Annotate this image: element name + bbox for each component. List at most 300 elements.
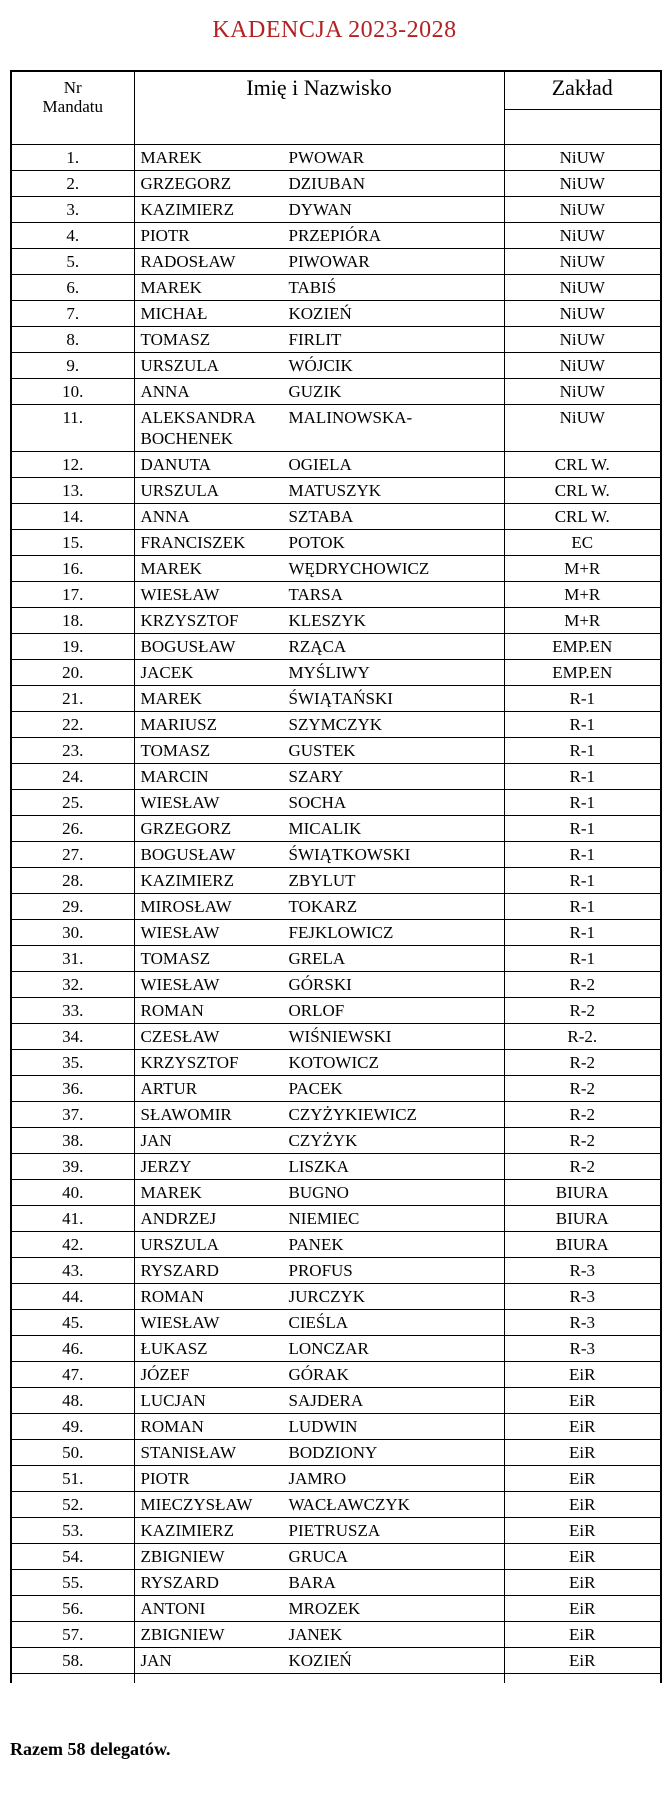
mandate-number: 39. xyxy=(11,1154,134,1180)
mandate-number: 3. xyxy=(11,197,134,223)
department-code: NiUW xyxy=(504,301,661,327)
table-row xyxy=(11,1154,661,1180)
department-code: R-2 xyxy=(504,1154,661,1180)
mandate-number: 44. xyxy=(11,1284,134,1310)
first-name: WIESŁAW xyxy=(140,793,220,812)
header-nr-mandatu xyxy=(11,71,134,145)
delegate-name xyxy=(134,1154,504,1180)
last-name: GÓRSKI xyxy=(288,975,352,994)
first-name: ZBIGNIEW xyxy=(140,1547,225,1566)
table-row xyxy=(11,1206,661,1232)
last-name: MROZEK xyxy=(288,1599,361,1618)
last-name: MATUSZYK xyxy=(288,481,382,500)
mandate-number: 19. xyxy=(11,634,134,660)
mandate-number: 42. xyxy=(11,1232,134,1258)
first-name: STANISŁAW xyxy=(140,1443,236,1462)
last-name: FEJKLOWICZ xyxy=(288,923,394,942)
department-code: BIURA xyxy=(504,1232,661,1258)
department-code: R-1 xyxy=(504,738,661,764)
last-name: ZBYLUT xyxy=(288,871,356,890)
first-name: GRZEGORZ xyxy=(140,174,232,193)
first-name: WIESŁAW xyxy=(140,585,220,604)
mandate-number: 20. xyxy=(11,660,134,686)
delegate-name xyxy=(134,972,504,998)
mandate-number: 25. xyxy=(11,790,134,816)
first-name: TOMASZ xyxy=(140,741,211,760)
first-name: KAZIMIERZ xyxy=(140,200,234,219)
table-row xyxy=(11,946,661,972)
mandate-number: 21. xyxy=(11,686,134,712)
delegate-name xyxy=(134,379,504,405)
first-name: PIOTR xyxy=(140,1469,190,1488)
delegate-name xyxy=(134,686,504,712)
table-row xyxy=(11,712,661,738)
mandate-number: 34. xyxy=(11,1024,134,1050)
first-name: JÓZEF xyxy=(140,1365,190,1384)
delegate-name xyxy=(134,197,504,223)
last-name: FIRLIT xyxy=(288,330,342,349)
department-code: R-1 xyxy=(504,686,661,712)
table-row xyxy=(11,1362,661,1388)
department-code: R-1 xyxy=(504,920,661,946)
last-name: TARSA xyxy=(288,585,343,604)
department-code: CRL W. xyxy=(504,504,661,530)
table-row xyxy=(11,972,661,998)
mandate-number: 11. xyxy=(11,405,134,452)
delegates-table xyxy=(10,70,662,1683)
first-name: RYSZARD xyxy=(140,1573,219,1592)
first-name: KAZIMIERZ xyxy=(140,1521,234,1540)
mandate-number: 14. xyxy=(11,504,134,530)
table-row xyxy=(11,1232,661,1258)
delegate-name xyxy=(134,452,504,478)
mandate-number: 6. xyxy=(11,275,134,301)
first-name: ANNA xyxy=(140,382,190,401)
first-name: MARCIN xyxy=(140,767,209,786)
table-row xyxy=(11,223,661,249)
department-code: NiUW xyxy=(504,145,661,171)
department-code: NiUW xyxy=(504,275,661,301)
first-name: GRZEGORZ xyxy=(140,819,232,838)
delegate-name xyxy=(134,1206,504,1232)
mandate-number: 12. xyxy=(11,452,134,478)
mandate-number: 41. xyxy=(11,1206,134,1232)
first-name: ANTONI xyxy=(140,1599,206,1618)
last-name: RZĄCA xyxy=(288,637,347,656)
department-code: EiR xyxy=(504,1440,661,1466)
first-name: MARIUSZ xyxy=(140,715,218,734)
mandate-number: 22. xyxy=(11,712,134,738)
first-name: BOGUSŁAW xyxy=(140,637,236,656)
first-name: KRZYSZTOF xyxy=(140,1053,239,1072)
department-code: EiR xyxy=(504,1466,661,1492)
table-row xyxy=(11,1414,661,1440)
mandate-number: 9. xyxy=(11,353,134,379)
table-row xyxy=(11,379,661,405)
department-code: EiR xyxy=(504,1414,661,1440)
delegate-name xyxy=(134,1362,504,1388)
mandate-number: 27. xyxy=(11,842,134,868)
table-header xyxy=(11,71,661,145)
table-row xyxy=(11,1128,661,1154)
table-row xyxy=(11,1050,661,1076)
mandate-number: 40. xyxy=(11,1180,134,1206)
delegate-name xyxy=(134,249,504,275)
table-row xyxy=(11,1440,661,1466)
last-name: WÓJCIK xyxy=(288,356,353,375)
department-code: M+R xyxy=(504,582,661,608)
last-name: TOKARZ xyxy=(288,897,358,916)
mandate-number: 23. xyxy=(11,738,134,764)
table-row xyxy=(11,1596,661,1622)
first-name: MAREK xyxy=(140,689,202,708)
delegate-name xyxy=(134,1024,504,1050)
first-name: URSZULA xyxy=(140,1235,219,1254)
department-code: NiUW xyxy=(504,353,661,379)
mandate-number: 51. xyxy=(11,1466,134,1492)
table-row xyxy=(11,556,661,582)
last-name: TABIŚ xyxy=(288,278,337,297)
department-code: EiR xyxy=(504,1622,661,1648)
last-name: MYŚLIWY xyxy=(288,663,370,682)
first-name: MIROSŁAW xyxy=(140,897,232,916)
last-name: JAMRO xyxy=(288,1469,347,1488)
table-row xyxy=(11,504,661,530)
department-code: CRL W. xyxy=(504,478,661,504)
department-code: R-1 xyxy=(504,946,661,972)
last-name: PWOWAR xyxy=(288,148,365,167)
last-name: KLESZYK xyxy=(288,611,366,630)
delegate-name xyxy=(134,1336,504,1362)
table-row xyxy=(11,634,661,660)
first-name: ŁUKASZ xyxy=(140,1339,208,1358)
header-zaklad-subcell xyxy=(504,110,661,145)
mandate-number: 8. xyxy=(11,327,134,353)
last-name: WIŚNIEWSKI xyxy=(288,1027,392,1046)
department-code: EiR xyxy=(504,1362,661,1388)
last-name: SAJDERA xyxy=(288,1391,364,1410)
first-name: KRZYSZTOF xyxy=(140,611,239,630)
table-row xyxy=(11,1492,661,1518)
first-name: DANUTA xyxy=(140,455,211,474)
last-name: PACEK xyxy=(288,1079,343,1098)
last-name: PRZEPIÓRA xyxy=(288,226,382,245)
mandate-number: 1. xyxy=(11,145,134,171)
department-code: EiR xyxy=(504,1518,661,1544)
mandate-number: 53. xyxy=(11,1518,134,1544)
delegate-name xyxy=(134,1414,504,1440)
last-name: SOCHA xyxy=(288,793,347,812)
last-name: GRUCA xyxy=(288,1547,349,1566)
first-name: MAREK xyxy=(140,559,202,578)
delegate-name xyxy=(134,608,504,634)
delegate-name xyxy=(134,1284,504,1310)
department-code: R-2 xyxy=(504,1102,661,1128)
table-row xyxy=(11,868,661,894)
delegate-name xyxy=(134,738,504,764)
mandate-number: 18. xyxy=(11,608,134,634)
mandate-number: 48. xyxy=(11,1388,134,1414)
delegate-name xyxy=(134,842,504,868)
mandate-number: 24. xyxy=(11,764,134,790)
first-name: TOMASZ xyxy=(140,949,211,968)
table-row xyxy=(11,1544,661,1570)
first-name: URSZULA xyxy=(140,481,219,500)
delegate-name xyxy=(134,530,504,556)
table-row-stub xyxy=(11,1674,661,1684)
department-code: BIURA xyxy=(504,1180,661,1206)
table-row xyxy=(11,301,661,327)
delegate-name xyxy=(134,998,504,1024)
department-code: M+R xyxy=(504,556,661,582)
delegate-name xyxy=(134,946,504,972)
department-code: EiR xyxy=(504,1388,661,1414)
department-code: R-2. xyxy=(504,1024,661,1050)
department-code: R-2 xyxy=(504,1076,661,1102)
table-row xyxy=(11,1258,661,1284)
first-name: KAZIMIERZ xyxy=(140,871,234,890)
last-name: POTOK xyxy=(288,533,345,552)
department-code: NiUW xyxy=(504,249,661,275)
mandate-number: 38. xyxy=(11,1128,134,1154)
first-name: RYSZARD xyxy=(140,1261,219,1280)
delegate-name xyxy=(134,556,504,582)
stub-cell xyxy=(504,1674,661,1684)
delegate-name xyxy=(134,634,504,660)
department-code: R-2 xyxy=(504,1128,661,1154)
last-name: CZYŻYKIEWICZ xyxy=(288,1105,417,1124)
table-row xyxy=(11,608,661,634)
mandate-number: 58. xyxy=(11,1648,134,1674)
delegate-name xyxy=(134,1492,504,1518)
table-row xyxy=(11,894,661,920)
first-name: JACEK xyxy=(140,663,194,682)
delegate-name xyxy=(134,223,504,249)
mandate-number: 30. xyxy=(11,920,134,946)
mandate-number: 15. xyxy=(11,530,134,556)
table-row xyxy=(11,582,661,608)
mandate-number: 37. xyxy=(11,1102,134,1128)
delegate-name xyxy=(134,816,504,842)
last-name: ŚWIĄTAŃSKI xyxy=(288,689,393,708)
first-name: MAREK xyxy=(140,148,202,167)
first-name: WIESŁAW xyxy=(140,923,220,942)
table-row xyxy=(11,171,661,197)
delegate-name xyxy=(134,1128,504,1154)
mandate-number: 5. xyxy=(11,249,134,275)
mandate-number: 4. xyxy=(11,223,134,249)
delegate-name xyxy=(134,1076,504,1102)
department-code: R-1 xyxy=(504,764,661,790)
table-row xyxy=(11,738,661,764)
last-name: CZYŻYK xyxy=(288,1131,358,1150)
table-row xyxy=(11,686,661,712)
table-row xyxy=(11,1388,661,1414)
first-name: FRANCISZEK xyxy=(140,533,246,552)
first-name: ALEKSANDRA xyxy=(140,408,256,427)
department-code: R-2 xyxy=(504,1050,661,1076)
first-name: JAN xyxy=(140,1651,172,1670)
mandate-number: 43. xyxy=(11,1258,134,1284)
department-code: EiR xyxy=(504,1492,661,1518)
department-code: EiR xyxy=(504,1544,661,1570)
delegate-name xyxy=(134,894,504,920)
department-code: R-1 xyxy=(504,790,661,816)
mandate-number: 45. xyxy=(11,1310,134,1336)
first-name: ARTUR xyxy=(140,1079,198,1098)
department-code: R-1 xyxy=(504,712,661,738)
last-name: NIEMIEC xyxy=(288,1209,360,1228)
delegate-name xyxy=(134,327,504,353)
header-nr-line2: Mandatu xyxy=(42,97,103,116)
table-row xyxy=(11,353,661,379)
delegate-name xyxy=(134,1180,504,1206)
delegate-name xyxy=(134,353,504,379)
last-name: PIWOWAR xyxy=(288,252,370,271)
delegate-name xyxy=(134,145,504,171)
last-name: OGIELA xyxy=(288,455,352,474)
mandate-number: 54. xyxy=(11,1544,134,1570)
header-nr-line1: Nr xyxy=(63,78,82,97)
page-title: KADENCJA 2023-2028 xyxy=(212,17,457,43)
mandate-number: 55. xyxy=(11,1570,134,1596)
mandate-number: 2. xyxy=(11,171,134,197)
last-name: DYWAN xyxy=(288,200,352,219)
delegate-name xyxy=(134,1518,504,1544)
mandate-number: 10. xyxy=(11,379,134,405)
department-code: CRL W. xyxy=(504,452,661,478)
table-body xyxy=(11,145,661,1684)
table-row xyxy=(11,197,661,223)
table-row xyxy=(11,1518,661,1544)
delegate-name xyxy=(134,660,504,686)
last-name: SZARY xyxy=(288,767,344,786)
total-delegates-note: Razem 58 delegatów. xyxy=(10,1739,171,1759)
delegate-name xyxy=(134,504,504,530)
department-code: R-3 xyxy=(504,1336,661,1362)
delegate-name xyxy=(134,1544,504,1570)
table-row xyxy=(11,145,661,171)
last-name: KOTOWICZ xyxy=(288,1053,379,1072)
first-name: TOMASZ xyxy=(140,330,211,349)
last-name: GUSTEK xyxy=(288,741,356,760)
table-row xyxy=(11,1102,661,1128)
table-row xyxy=(11,405,661,452)
delegate-name xyxy=(134,405,504,452)
last-name: WACŁAWCZYK xyxy=(288,1495,410,1514)
stub-cell xyxy=(134,1674,504,1684)
table-row xyxy=(11,920,661,946)
first-name: ROMAN xyxy=(140,1287,204,1306)
mandate-number: 52. xyxy=(11,1492,134,1518)
table-row xyxy=(11,790,661,816)
mandate-number: 16. xyxy=(11,556,134,582)
first-name: URSZULA xyxy=(140,356,219,375)
first-name: PIOTR xyxy=(140,226,190,245)
mandate-number: 33. xyxy=(11,998,134,1024)
mandate-number: 57. xyxy=(11,1622,134,1648)
department-code: EiR xyxy=(504,1648,661,1674)
first-name: WIESŁAW xyxy=(140,975,220,994)
department-code: R-3 xyxy=(504,1284,661,1310)
mandate-number: 28. xyxy=(11,868,134,894)
mandate-number: 7. xyxy=(11,301,134,327)
department-code: R-3 xyxy=(504,1310,661,1336)
table-row xyxy=(11,530,661,556)
department-code: R-1 xyxy=(504,894,661,920)
mandate-number: 32. xyxy=(11,972,134,998)
mandate-number: 47. xyxy=(11,1362,134,1388)
table-row xyxy=(11,816,661,842)
delegate-name xyxy=(134,1258,504,1284)
table-row xyxy=(11,478,661,504)
delegate-name xyxy=(134,171,504,197)
table-row xyxy=(11,1024,661,1050)
department-code: R-2 xyxy=(504,998,661,1024)
delegate-name xyxy=(134,1232,504,1258)
department-code: EiR xyxy=(504,1596,661,1622)
table-row xyxy=(11,1622,661,1648)
delegate-name xyxy=(134,1050,504,1076)
header-imie-i-nazwisko: Imię i Nazwisko xyxy=(134,71,504,145)
first-name: MAREK xyxy=(140,1183,202,1202)
last-name: JURCZYK xyxy=(288,1287,366,1306)
last-name: CIEŚLA xyxy=(288,1313,348,1332)
mandate-number: 35. xyxy=(11,1050,134,1076)
first-name: LUCJAN xyxy=(140,1391,206,1410)
table-row xyxy=(11,1076,661,1102)
delegate-name xyxy=(134,1440,504,1466)
delegate-name xyxy=(134,1466,504,1492)
header-zaklad: Zakład xyxy=(504,71,661,110)
table-row xyxy=(11,249,661,275)
delegate-name xyxy=(134,301,504,327)
first-name: ANNA xyxy=(140,507,190,526)
department-code: R-1 xyxy=(504,816,661,842)
first-name: ROMAN xyxy=(140,1417,204,1436)
table-row xyxy=(11,998,661,1024)
last-name: BODZIONY xyxy=(288,1443,378,1462)
first-name: CZESŁAW xyxy=(140,1027,220,1046)
last-name: PROFUS xyxy=(288,1261,353,1280)
last-name: PANEK xyxy=(288,1235,344,1254)
last-name: LISZKA xyxy=(288,1157,349,1176)
delegate-name xyxy=(134,478,504,504)
table-row xyxy=(11,1180,661,1206)
last-name: MICALIK xyxy=(288,819,362,838)
table-row xyxy=(11,660,661,686)
mandate-number: 46. xyxy=(11,1336,134,1362)
last-name: DZIUBAN xyxy=(288,174,365,193)
last-name: JANEK xyxy=(288,1625,343,1644)
department-code: NiUW xyxy=(504,197,661,223)
first-name: ANDRZEJ xyxy=(140,1209,217,1228)
department-code: NiUW xyxy=(504,379,661,405)
last-name: GÓRAK xyxy=(288,1365,349,1384)
last-name: ŚWIĄTKOWSKI xyxy=(288,845,411,864)
table-row xyxy=(11,1284,661,1310)
delegate-name xyxy=(134,1310,504,1336)
table-row xyxy=(11,764,661,790)
first-name: BOGUSŁAW xyxy=(140,845,236,864)
mandate-number: 17. xyxy=(11,582,134,608)
department-code: NiUW xyxy=(504,327,661,353)
first-name: WIESŁAW xyxy=(140,1313,220,1332)
delegate-name xyxy=(134,1648,504,1674)
first-name: MICHAŁ xyxy=(140,304,208,323)
table-row xyxy=(11,842,661,868)
department-code: EiR xyxy=(504,1570,661,1596)
